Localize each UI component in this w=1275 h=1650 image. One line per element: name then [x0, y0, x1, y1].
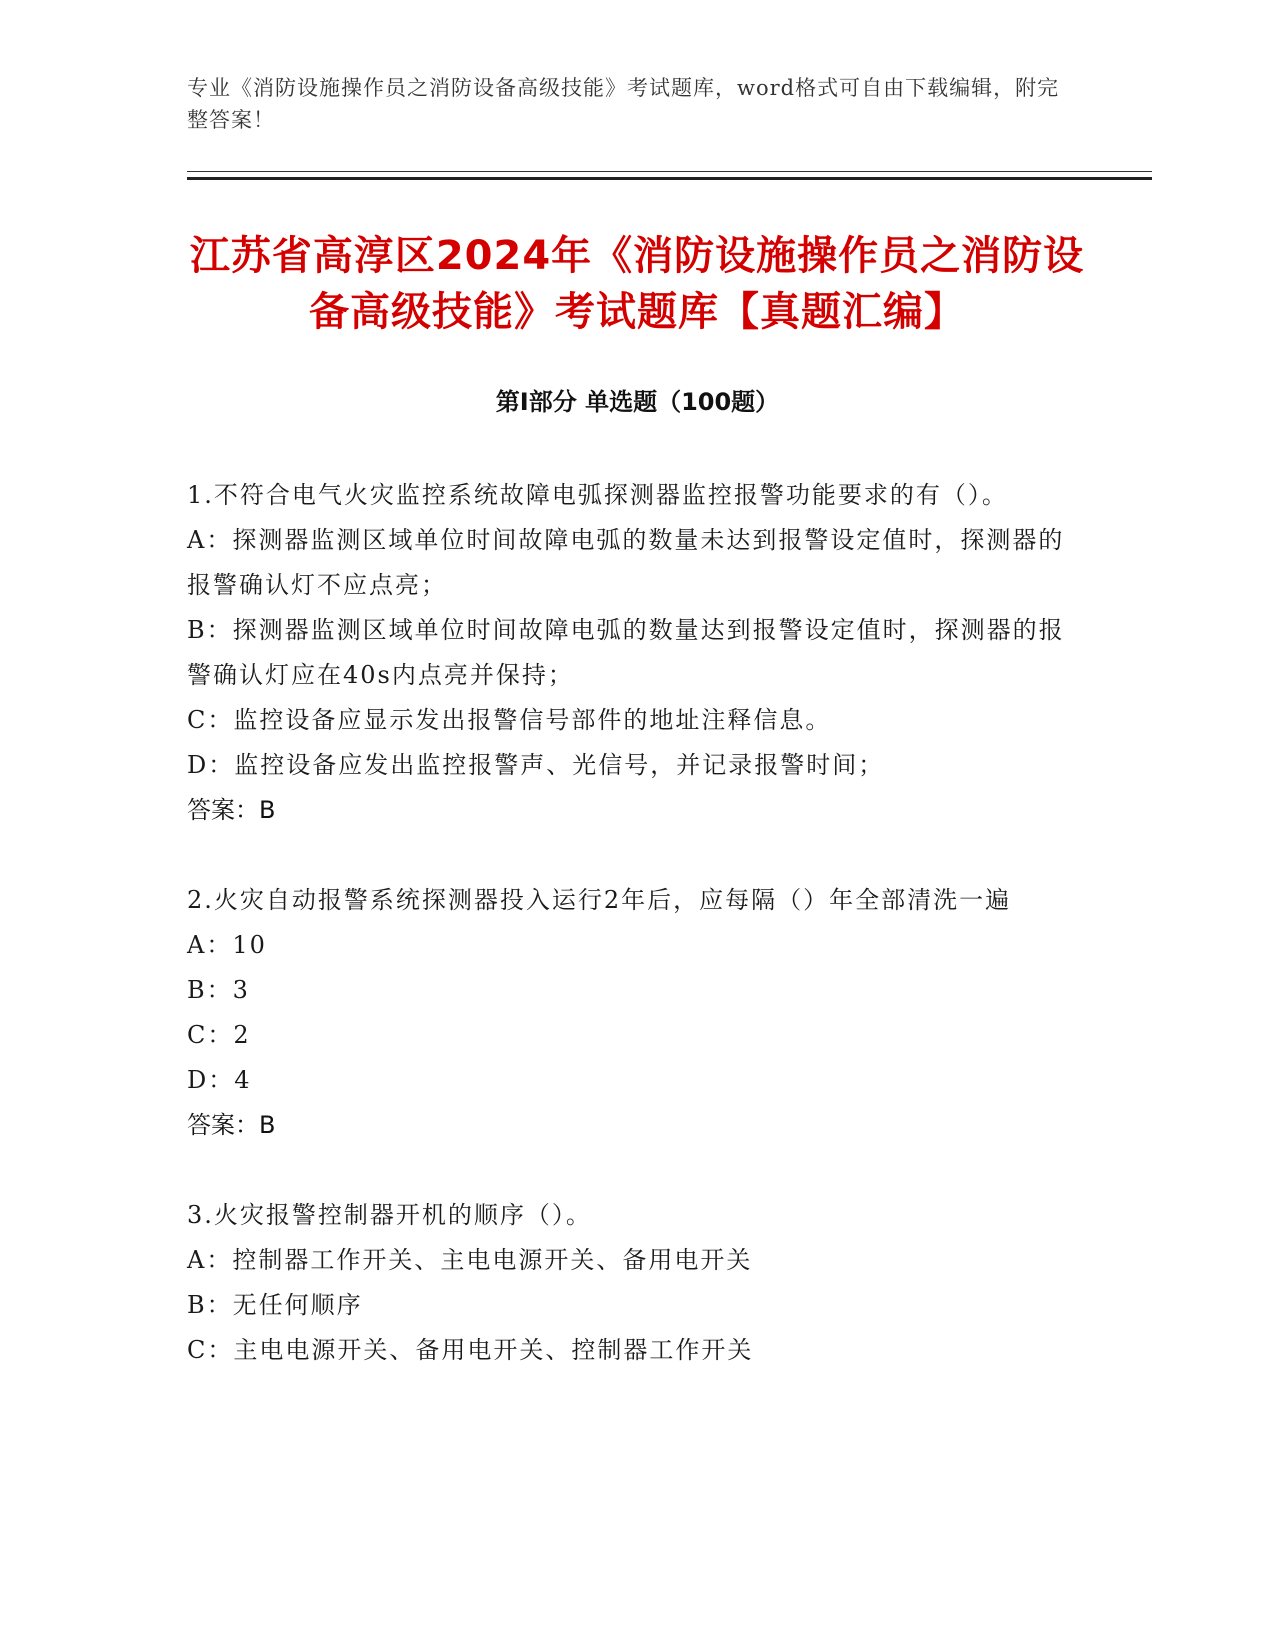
question-1 — [187, 473, 1077, 833]
option-b: B：无任何顺序 — [187, 1291, 363, 1319]
question-list — [187, 473, 1077, 1418]
question-2 — [187, 878, 1077, 1148]
question-3 — [187, 1193, 1077, 1373]
option-d: D：监控设备应发出监控报警声、光信号，并记录报警时间； — [187, 751, 885, 779]
answer: 答案：B — [187, 796, 276, 824]
header-divider-thick — [187, 177, 1152, 180]
option-a: A：控制器工作开关、主电电源开关、备用电开关 — [187, 1246, 753, 1274]
option-d: D：4 — [187, 1066, 252, 1094]
section-title: 第Ⅰ部分 单选题（100题） — [495, 388, 780, 416]
option-a: A：探测器监测区域单位时间故障电弧的数量未达到报警设定值时，探测器的报警确认灯不应点亮； — [187, 526, 1065, 599]
header-divider-thin — [187, 171, 1152, 172]
option-c: C：2 — [187, 1021, 251, 1049]
document-title: 江苏省高淳区2024年《消防设施操作员之消防设备高级技能》考试题库【真题汇编】 — [189, 233, 1085, 335]
option-c: C：监控设备应显示发出报警信号部件的地址注释信息。 — [187, 706, 832, 734]
question-stem: 1.不符合电气火灾监控系统故障电弧探测器监控报警功能要求的有（）。 — [187, 481, 1008, 509]
option-c: C：主电电源开关、备用电开关、控制器工作开关 — [187, 1336, 754, 1364]
question-stem: 3.火灾报警控制器开机的顺序（）。 — [187, 1201, 592, 1229]
option-a: A：10 — [187, 931, 267, 959]
option-b: B：探测器监测区域单位时间故障电弧的数量达到报警设定值时，探测器的报警确认灯应在40s内点亮并保持； — [187, 616, 1065, 689]
option-b: B：3 — [187, 976, 250, 1004]
answer: 答案：B — [187, 1111, 276, 1139]
question-stem: 2.火灾自动报警系统探测器投入运行2年后，应每隔（）年全部清洗一遍 — [187, 886, 1012, 914]
header-note: 专业《消防设施操作员之消防设备高级技能》考试题库，word格式可自由下载编辑，附完整答案！ — [187, 76, 1060, 132]
